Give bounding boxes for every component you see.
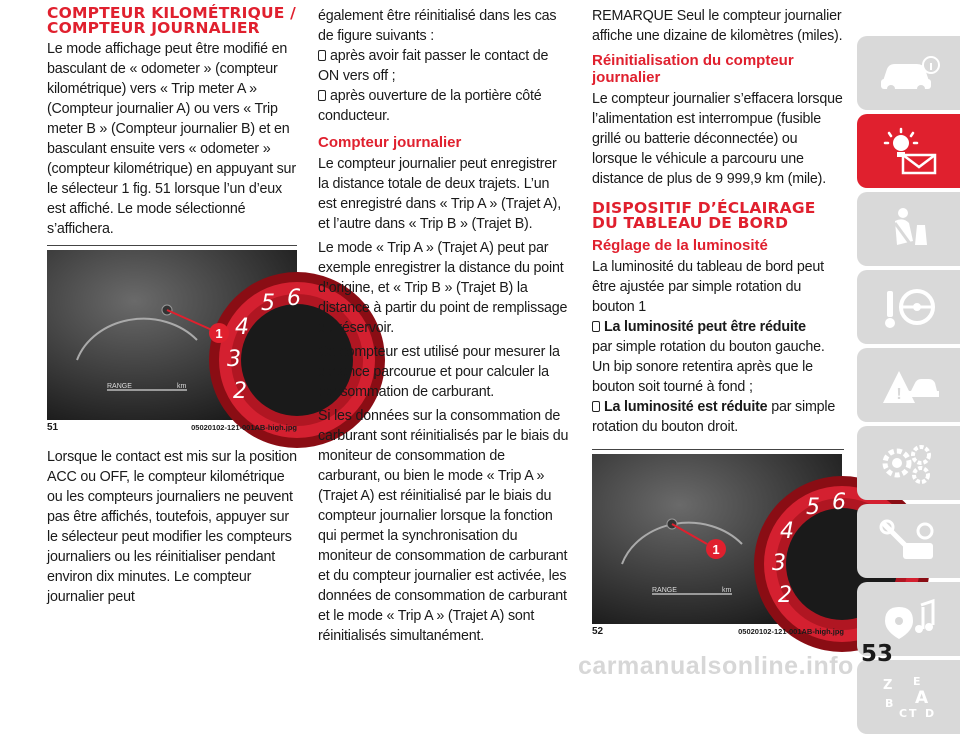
tab-emergency[interactable]: [857, 348, 960, 422]
figure-caption: [592, 626, 844, 637]
page-number: 53: [860, 641, 893, 667]
svg-text:B: B: [884, 697, 893, 710]
svg-text:5: 5: [261, 291, 275, 316]
subsection-title: Compteur journalier: [318, 134, 462, 151]
figure-52: [592, 449, 844, 637]
column-3: [592, 6, 844, 637]
svg-text:3: 3: [227, 347, 241, 372]
svg-text:6: 6: [287, 286, 301, 311]
specs-icon: [877, 517, 941, 565]
section-title-odometer: COMPTEUR KILOMÉTRIQUE / COMPTEUR JOURNALIER: [47, 4, 296, 37]
note-paragraph: REMARQUE Seul le compteur journalier affiche une dizaine de kilomètres (miles).: [592, 8, 843, 44]
tab-maintenance[interactable]: [857, 426, 960, 500]
bullet-item: après ouverture de la portière côté conducteur.: [318, 88, 542, 124]
column-2: [318, 6, 570, 650]
svg-text:RANGE: RANGE: [652, 587, 677, 594]
bullet-item: après avoir fait passer le contact de ON vers off ;: [318, 48, 549, 84]
svg-text:C: C: [898, 707, 907, 720]
paragraph: Le compteur journalier s’effacera lorsque l’alimentation est interrompue (fusible grillé ou batterie déconnectée) ou lorsque le véhicule a parcouru une distance de plus de 9 999,9 km (mile).: [592, 91, 843, 187]
paragraph: Le compteur journalier peut enregistrer la distance totale de deux trajets. L’un est enregistré dans « Trip A » (Trajet A), et l’autre dans « Trip B » (Trajet B).: [318, 156, 561, 232]
subsection-title: Réinitialisation du compteur journalier: [592, 52, 794, 86]
tab-warning-lights[interactable]: [857, 114, 960, 188]
bullet-item: La luminosité peut être réduite: [592, 317, 844, 337]
steering-start-icon: [877, 283, 941, 331]
paragraph: Le mode affichage peut être modifié en basculant de « odometer » (compteur kilométrique) vers « Trip meter A » (Compteur journalier A) ou vers « Trip meter B » (Compteur journalier B) et en basculant ensuite vers « odometer » (compteur kilométrique) en appuyant sur le sélecteur 1 fig. 51 lorsque l’un d’eux est affiché. Le mode sélectionné s’affichera.: [47, 41, 296, 237]
bullet-text: par simple rotation du bouton gauche. Un bip sonore retentira après que le bouton soit tourné à fond ;: [592, 339, 825, 395]
figure-code: 05020102-121-001AB-high.jpg: [191, 423, 297, 432]
paragraph: Le mode « Trip A » (Trajet A) peut par exemple enregistrer la distance du point d’origine, et « Trip B » (Trajet B) la distance à partir du point de remplissage du réservoir.: [318, 240, 568, 336]
maintenance-icon: [877, 439, 941, 487]
svg-text:4: 4: [235, 315, 249, 340]
tab-seat-safety[interactable]: [857, 192, 960, 266]
paragraph: également être réinitialisé dans les cas de figure suivants :: [318, 8, 557, 44]
watermark: carmanualsonline.info: [578, 652, 854, 680]
svg-text:T: T: [908, 707, 917, 720]
svg-text:3: 3: [772, 551, 786, 576]
svg-text:!: !: [895, 386, 902, 403]
paragraph: La luminosité du tableau de bord peut être ajustée par simple rotation du bouton 1: [592, 259, 824, 315]
svg-text:4: 4: [780, 519, 794, 544]
multimedia-icon: [877, 595, 941, 643]
figure-code: 05020102-121-001AB-high.jpg: [738, 627, 844, 636]
bullet-icon: [318, 50, 326, 61]
column-1: [47, 4, 301, 611]
svg-text:2: 2: [778, 583, 792, 608]
emergency-icon: [877, 361, 941, 409]
figure-caption: [47, 422, 297, 433]
seat-safety-icon: [877, 205, 941, 253]
chapter-sidebar: [857, 36, 960, 738]
svg-text:5: 5: [806, 495, 820, 520]
paragraph: Lorsque le contact est mis sur la position ACC ou OFF, le compteur kilométrique ou les compteurs journaliers ne peuvent pas être affichés, toutefois, appuyer sur le sélecteur peut modifier les compteurs journaliers ou les réinitialiser pendant environ dix minutes. Le compteur journalier peut: [47, 449, 297, 605]
tab-specs[interactable]: [857, 504, 960, 578]
dashboard-photo: [592, 454, 846, 624]
tab-car-info[interactable]: [857, 36, 960, 110]
subsection-title: Réglage de la luminosité: [592, 237, 768, 254]
bullet-item: La luminosité est réduite par simple rotation du bouton droit.: [592, 399, 836, 435]
svg-text:km: km: [177, 383, 187, 390]
svg-text:1: 1: [712, 542, 720, 557]
svg-text:RANGE: RANGE: [107, 383, 132, 390]
dashboard-photo: [47, 250, 301, 420]
svg-text:2: 2: [233, 379, 247, 404]
paragraph: Ce compteur est utilisé pour mesurer la distance parcourue et pour calculer la consommation de carburant.: [318, 344, 560, 400]
index-icon: [877, 673, 941, 721]
tab-steering-start[interactable]: [857, 270, 960, 344]
svg-text:A: A: [914, 688, 928, 708]
bullet-icon: [318, 90, 326, 101]
svg-text:km: km: [722, 587, 732, 594]
paragraph: Si les données sur la consommation de carburant sont réinitialisés par le biais du moniteur de consommation de carburant, ou bien le mode « Trip A » (Trajet A) est réinitialisé par le biais du compteur journalier lorsque la fonction qui permet la synchronisation du moniteur de consommation de carburant et du compteur journalier est activée, les données de consommation de carburant et le mode « Trip A » (Trajet A) sont réinitialisés simultanément.: [318, 408, 569, 644]
svg-text:E: E: [912, 675, 921, 688]
svg-text:Z: Z: [882, 678, 892, 693]
bullet-icon: [592, 401, 600, 412]
tab-index[interactable]: [857, 660, 960, 734]
svg-text:1: 1: [215, 326, 223, 341]
car-info-icon: [877, 51, 941, 95]
svg-text:D: D: [924, 707, 934, 720]
svg-text:6: 6: [832, 490, 846, 515]
figure-number: 52: [592, 626, 604, 637]
figure-51: [47, 245, 301, 433]
section-title-lighting: DISPOSITIF D’ÉCLAIRAGE DU TABLEAU DE BORD: [592, 199, 816, 232]
warning-lights-icon: [877, 127, 941, 175]
figure-number: 51: [47, 422, 59, 433]
bullet-icon: [592, 321, 600, 332]
